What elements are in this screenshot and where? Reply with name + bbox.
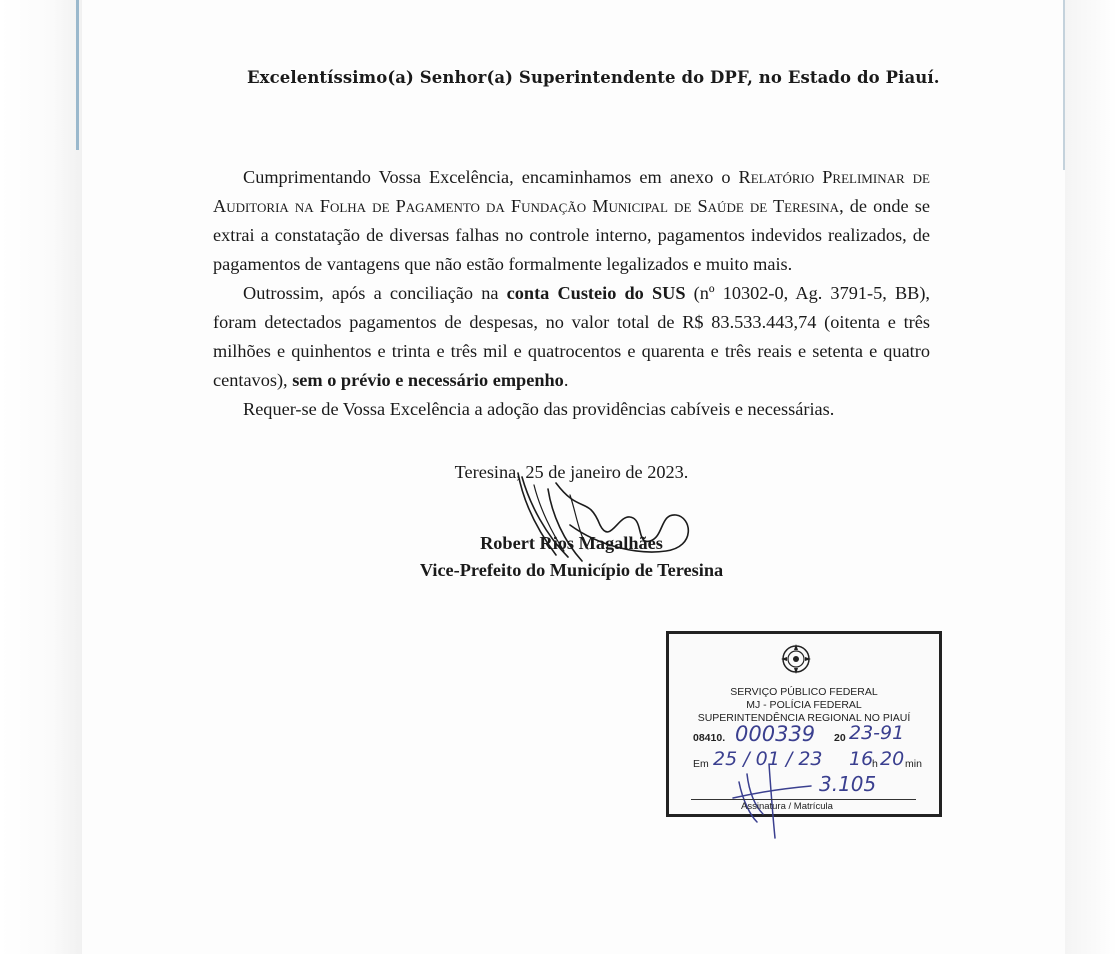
paragraph-2 — [213, 279, 930, 395]
paragraph-1-lead: Cumprimentando Vossa Excelência, encaminhamos em anexo o — [243, 167, 739, 187]
scan-right-margin — [1065, 0, 1117, 954]
scan-left-edge-line — [76, 0, 79, 150]
account-name: conta Custeio do SUS — [506, 283, 686, 303]
protocol-number: 000339 — [735, 722, 816, 746]
letter-body — [213, 163, 930, 424]
stamp-line-1: SERVIÇO PÚBLICO FEDERAL — [730, 686, 878, 698]
scan-left-margin — [0, 0, 82, 954]
account-details: (nº 10302-0, Ag. 3791-5, BB), — [685, 283, 930, 303]
paragraph-2-middle: foram detectados pagamentos de despesas, no valor total de R$ 83.533.443,74 (oitenta e três milhões e quinhentos e trinta e três mil e quatrocentos e quarenta e três reais e setenta e quatro centavos), — [213, 312, 930, 390]
paragraph-1-rest: , de onde se extrai a constatação de diversas falhas no controle interno, pagamentos indevidos realizados, de pagamentos de vantagens que não estão formalmente legalizados e muito mais. — [213, 196, 930, 274]
paragraph-2-lead: Outrossim, após a conciliação na — [243, 283, 507, 303]
paragraph-3 — [213, 395, 930, 424]
paragraph-1 — [213, 163, 930, 279]
date-label: Em — [693, 758, 709, 770]
report-title: Relatório Preliminar de Auditoria na Folha de Pagamento da Fundação Municipal de Saúde de Teresina — [213, 167, 930, 216]
stamp-line-2: MJ - POLÍCIA FEDERAL — [746, 699, 862, 711]
signer-name: Robert Rios Magalhães — [480, 533, 663, 553]
year-suffix: 23-91 — [849, 722, 905, 744]
place-date: Teresina, 25 de janeiro de 2023. — [454, 462, 689, 482]
paragraph-3-text: Requer-se de Vossa Excelência a adoção das providências cabíveis e necessárias. — [243, 399, 835, 419]
protocol-prefix: 08410. — [693, 732, 726, 744]
handwritten-signature — [460, 455, 700, 575]
stamp-line-3: SUPERINTENDÊNCIA REGIONAL NO PIAUÍ — [697, 712, 911, 724]
signer-title: Vice-Prefeito do Município de Teresina — [419, 560, 724, 580]
protocol-stamp — [666, 631, 942, 817]
matricula-value: 3.105 — [819, 772, 877, 796]
letter-heading: Excelentíssimo(a) Senhor(a) Superintendente do DPF, no Estado do Piauí. — [247, 68, 940, 87]
hour-value: 16 — [849, 748, 874, 770]
minute-value: 20 — [880, 748, 905, 770]
date-value: 25 / 01 / 23 — [713, 748, 823, 770]
paragraph-2-closing: sem o prévio e necessário empenho — [292, 370, 564, 390]
paragraph-2-period: . — [563, 370, 569, 390]
minute-unit: min — [905, 758, 922, 770]
signature-line — [691, 799, 916, 800]
scan-right-edge-line — [1063, 0, 1065, 170]
year-prefix: 20 — [834, 732, 846, 744]
signature-caption: Assinatura / Matrícula — [741, 801, 833, 812]
hour-unit: h — [872, 758, 878, 770]
coat-of-arms-icon — [779, 642, 813, 676]
